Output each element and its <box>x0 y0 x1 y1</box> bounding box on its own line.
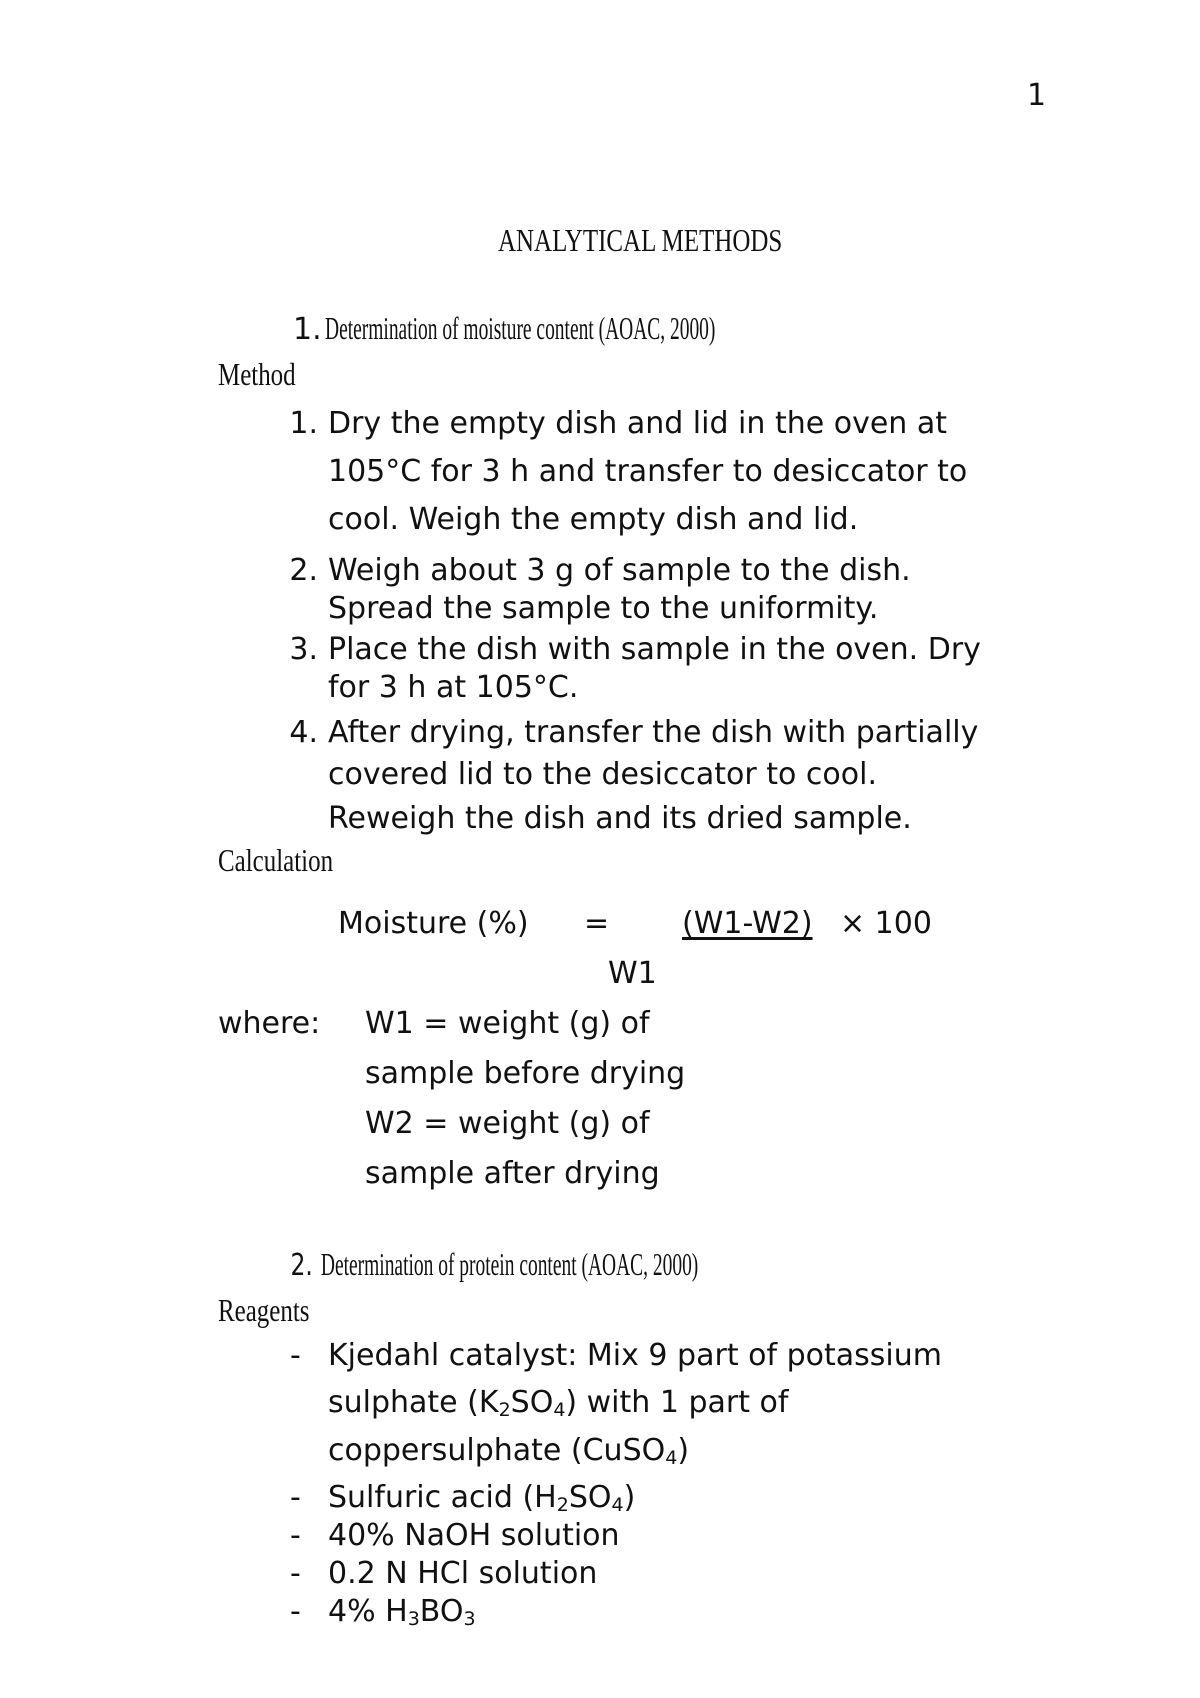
reagents-label: Reagents <box>218 1292 310 1328</box>
step-1-line-2: 105°C for 3 h and transfer to desiccator to <box>328 454 968 489</box>
step-2-line-1: Weigh about 3 g of sample to the dish. <box>328 553 911 588</box>
section-1-title: Determination of moisture content (AOAC, 2000) <box>324 310 716 346</box>
formula-lhs: Moisture (%) <box>338 906 529 941</box>
where-line-1: W1 = weight (g) of <box>365 1006 650 1041</box>
step-3-number: 3. <box>289 632 318 667</box>
step-2-line-2: Spread the sample to the uniformity. <box>328 591 879 626</box>
reagent-3-bullet: - <box>290 1518 301 1553</box>
section-2-heading <box>290 1246 804 1283</box>
reagent-5-bullet: - <box>290 1594 301 1629</box>
reagent-4-text: 0.2 N HCl solution <box>328 1556 598 1591</box>
calculation-label: Calculation <box>218 842 334 878</box>
formula-numerator: (W1-W2) <box>682 906 813 941</box>
step-4-line-3: Reweigh the dish and its dried sample. <box>328 801 912 836</box>
where-label: where: <box>218 1006 321 1041</box>
where-line-4: sample after drying <box>365 1156 660 1191</box>
section-2-number: 2. <box>290 1248 313 1283</box>
step-4-line-2: covered lid to the desiccator to cool. <box>328 757 877 792</box>
section-2-title: Determination of protein content (AOAC, 2000) <box>320 1246 698 1282</box>
reagent-1-bullet: - <box>290 1338 301 1373</box>
document-title: ANALYTICAL METHODS <box>498 222 783 258</box>
reagent-3-text: 40% NaOH solution <box>328 1518 620 1553</box>
step-3-line-2: for 3 h at 105°C. <box>328 670 579 705</box>
where-line-2: sample before drying <box>365 1056 686 1091</box>
step-2-number: 2. <box>289 553 318 588</box>
section-1-heading <box>293 310 825 347</box>
step-1-line-1: Dry the empty dish and lid in the oven at <box>328 406 947 441</box>
reagent-2-text: Sulfuric acid $(H_2SO_4)$ <box>328 1480 636 1516</box>
step-3-line-1: Place the dish with sample in the oven. Dry <box>328 632 981 667</box>
reagent-1-line-1: Kjedahl catalyst: Mix 9 part of potassium <box>328 1338 942 1373</box>
step-4-number: 4. <box>289 715 318 750</box>
reagent-1-line-3: coppersulphate (CuSO$_4$) <box>328 1433 690 1469</box>
page-number: 1 <box>1027 78 1047 113</box>
where-line-3: W2 = weight (g) of <box>365 1106 650 1141</box>
reagent-1-line-2: sulphate $(K_2SO_4)$ with 1 part of <box>328 1385 789 1421</box>
formula-equals: = <box>584 906 610 941</box>
reagent-5-text: 4% $H_3BO_3$ <box>328 1594 476 1630</box>
step-1-line-3: cool. Weigh the empty dish and lid. <box>328 502 859 537</box>
section-1-number: 1. <box>293 312 322 347</box>
reagent-2-bullet: - <box>290 1480 301 1515</box>
step-4-line-1: After drying, transfer the dish with partially <box>328 715 979 750</box>
reagent-4-bullet: - <box>290 1556 301 1591</box>
formula-multiplier: × 100 <box>840 906 932 941</box>
method-label: Method <box>218 356 296 392</box>
step-1-number: 1. <box>289 406 318 441</box>
formula-denominator: W1 <box>608 956 657 991</box>
